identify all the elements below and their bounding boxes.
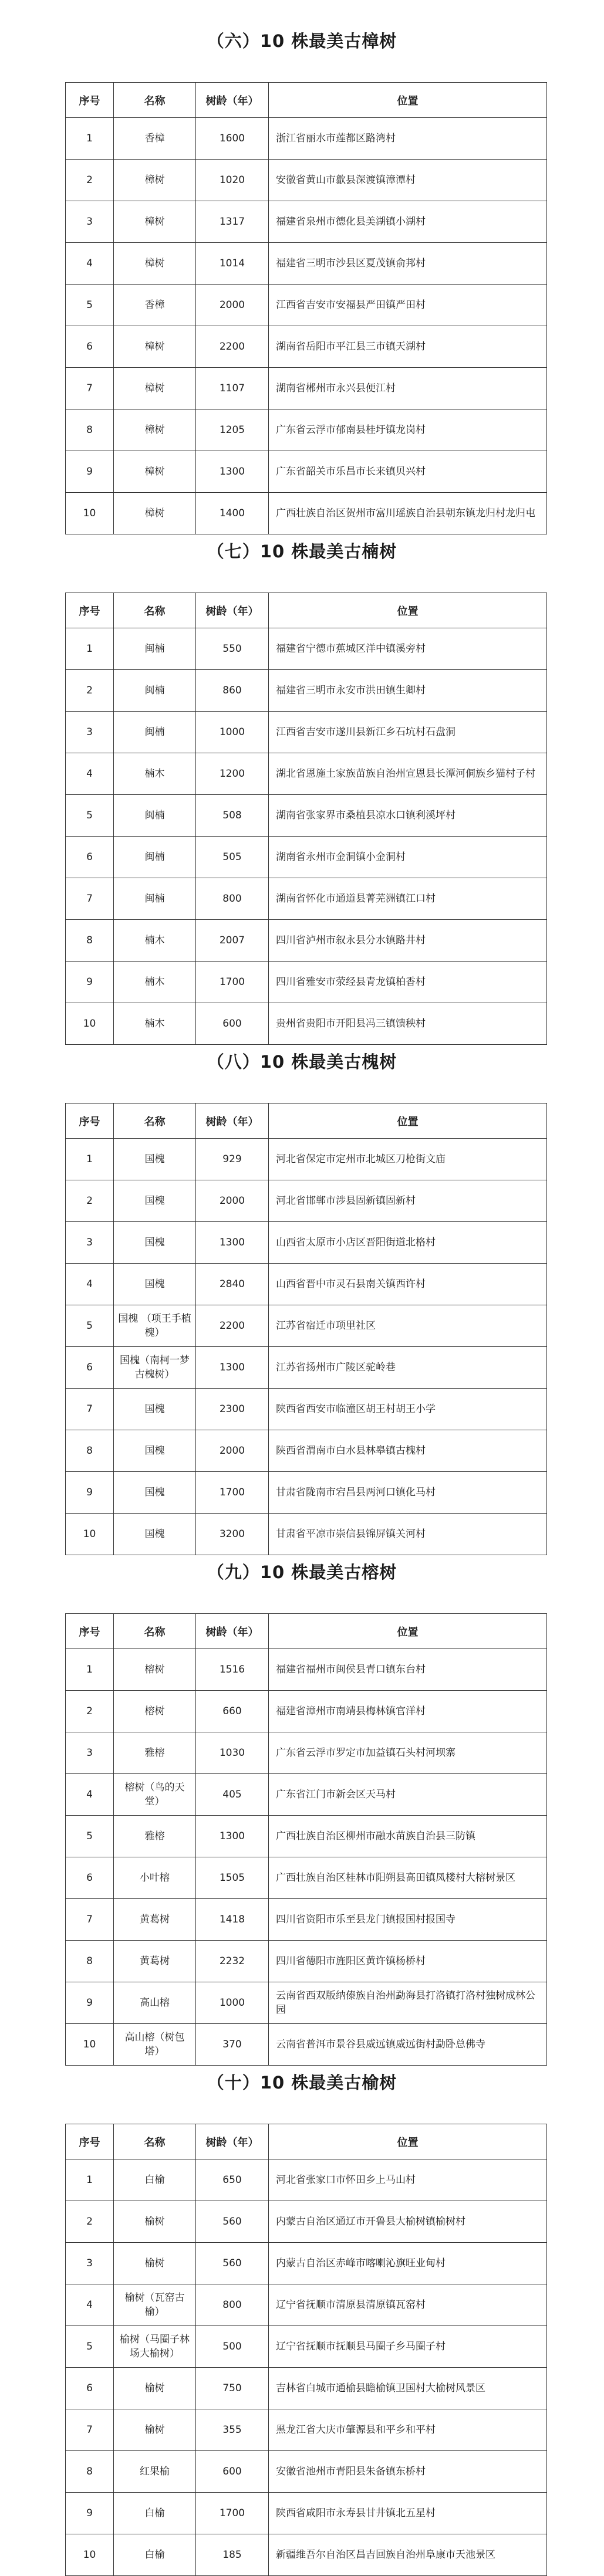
cell-no: 10 — [66, 2024, 114, 2066]
cell-loc: 四川省德阳市旌阳区黄许镇杨桥村 — [269, 1941, 547, 1982]
table-header-row — [66, 2124, 547, 2159]
table-row — [66, 368, 547, 409]
cell-name: 樟树 — [114, 326, 196, 368]
cell-loc: 山西省晋中市灵石县南关镇西许村 — [269, 1264, 547, 1305]
cell-loc: 云南省西双版纳傣族自治州勐海县打洛镇打洛村独树成林公园 — [269, 1982, 547, 2024]
header-location: 位置 — [269, 1103, 547, 1139]
cell-no: 9 — [66, 2493, 114, 2534]
table-row — [66, 285, 547, 326]
cell-name: 国槐 — [114, 1222, 196, 1264]
cell-name: 榕树 — [114, 1691, 196, 1732]
cell-name: 樟树 — [114, 493, 196, 534]
cell-name: 白榆 — [114, 2159, 196, 2201]
table-row — [66, 2368, 547, 2409]
cell-age: 1205 — [196, 409, 269, 451]
table-row — [66, 920, 547, 962]
cell-age: 505 — [196, 837, 269, 878]
cell-loc: 陕西省西安市临潼区胡王村胡王小学 — [269, 1389, 547, 1430]
cell-age: 1700 — [196, 1472, 269, 1514]
cell-name: 国槐 — [114, 1264, 196, 1305]
cell-name: 雅榕 — [114, 1732, 196, 1774]
table-row — [66, 2284, 547, 2326]
table-header-row — [66, 593, 547, 628]
cell-no: 2 — [66, 1691, 114, 1732]
cell-name: 榆树 — [114, 2409, 196, 2451]
cell-loc: 黑龙江省大庆市肇源县和平乡和平村 — [269, 2409, 547, 2451]
tree-table — [65, 82, 547, 534]
cell-age: 1030 — [196, 1732, 269, 1774]
table-row — [66, 1389, 547, 1430]
cell-age: 2300 — [196, 1389, 269, 1430]
cell-age: 560 — [196, 2243, 269, 2284]
table-row — [66, 160, 547, 201]
cell-age: 750 — [196, 2368, 269, 2409]
table-row — [66, 1264, 547, 1305]
cell-name: 国槐（南柯一梦古槐树） — [114, 1347, 196, 1389]
header-number: 序号 — [66, 83, 114, 118]
table-header-row — [66, 1614, 547, 1649]
cell-loc: 江西省吉安市安福县严田镇严田村 — [269, 285, 547, 326]
cell-age: 550 — [196, 628, 269, 670]
table-row — [66, 1003, 547, 1045]
cell-no: 4 — [66, 243, 114, 285]
cell-loc: 广东省江门市新会区天马村 — [269, 1774, 547, 1816]
cell-loc: 四川省雅安市荥经县青龙镇柏香村 — [269, 962, 547, 1003]
cell-no: 6 — [66, 326, 114, 368]
cell-age: 650 — [196, 2159, 269, 2201]
cell-no: 6 — [66, 2368, 114, 2409]
cell-no: 1 — [66, 1649, 114, 1691]
cell-name: 国槐 — [114, 1514, 196, 1555]
cell-name: 闽楠 — [114, 795, 196, 837]
cell-age: 2232 — [196, 1941, 269, 1982]
header-name: 名称 — [114, 83, 196, 118]
cell-loc: 安徽省黄山市歙县深渡镇漳潭村 — [269, 160, 547, 201]
table-row — [66, 2451, 547, 2493]
cell-loc: 广东省云浮市罗定市加益镇石头村河坝寨 — [269, 1732, 547, 1774]
cell-age: 929 — [196, 1139, 269, 1180]
cell-loc: 内蒙古自治区赤峰市喀喇沁旗旺业甸村 — [269, 2243, 547, 2284]
cell-age: 1400 — [196, 493, 269, 534]
tree-table — [65, 1103, 547, 1555]
cell-loc: 福建省三明市永安市洪田镇生卿村 — [269, 670, 547, 712]
cell-name: 榆树 — [114, 2243, 196, 2284]
table-header-row — [66, 1103, 547, 1139]
cell-no: 9 — [66, 962, 114, 1003]
table-row — [66, 1514, 547, 1555]
cell-no: 3 — [66, 2243, 114, 2284]
cell-loc: 湖南省怀化市通道县菁芜洲镇江口村 — [269, 878, 547, 920]
cell-loc: 福建省漳州市南靖县梅林镇官洋村 — [269, 1691, 547, 1732]
cell-no: 3 — [66, 712, 114, 753]
cell-name: 樟树 — [114, 368, 196, 409]
cell-no: 8 — [66, 2451, 114, 2493]
table-row — [66, 1899, 547, 1941]
cell-name: 国槐 — [114, 1430, 196, 1472]
cell-age: 1300 — [196, 1347, 269, 1389]
cell-loc: 辽宁省抚顺市清原县清原镇瓦窑村 — [269, 2284, 547, 2326]
cell-no: 4 — [66, 753, 114, 795]
cell-name: 高山榕 — [114, 1982, 196, 2024]
header-location: 位置 — [269, 1614, 547, 1649]
cell-age: 1014 — [196, 243, 269, 285]
section-title: （九）10 株最美古榕树 — [207, 1562, 397, 1582]
cell-age: 1300 — [196, 1816, 269, 1857]
table-row — [66, 2201, 547, 2243]
cell-no: 10 — [66, 2534, 114, 2576]
cell-loc: 河北省邯郸市涉县固新镇固新村 — [269, 1180, 547, 1222]
cell-age: 600 — [196, 2451, 269, 2493]
cell-name: 国槐 — [114, 1180, 196, 1222]
header-name: 名称 — [114, 1614, 196, 1649]
cell-age: 2000 — [196, 1430, 269, 1472]
table-row — [66, 962, 547, 1003]
cell-age: 500 — [196, 2326, 269, 2368]
cell-name: 楠木 — [114, 753, 196, 795]
cell-loc: 云南省普洱市景谷县威远镇威远街村勐卧总佛寺 — [269, 2024, 547, 2066]
cell-age: 860 — [196, 670, 269, 712]
cell-loc: 广西壮族自治区柳州市融水苗族自治县三防镇 — [269, 1816, 547, 1857]
cell-no: 4 — [66, 1264, 114, 1305]
cell-loc: 浙江省丽水市莲都区路湾村 — [269, 118, 547, 160]
cell-age: 1600 — [196, 118, 269, 160]
header-number: 序号 — [66, 593, 114, 628]
cell-age: 1317 — [196, 201, 269, 243]
cell-no: 10 — [66, 1003, 114, 1045]
cell-loc: 江西省吉安市遂川县新江乡石坑村石盘洞 — [269, 712, 547, 753]
cell-age: 2200 — [196, 326, 269, 368]
table-row — [66, 1430, 547, 1472]
cell-age: 3200 — [196, 1514, 269, 1555]
cell-age: 185 — [196, 2534, 269, 2576]
cell-name: 榆树（瓦窑古榆） — [114, 2284, 196, 2326]
cell-name: 国槐 — [114, 1139, 196, 1180]
cell-no: 3 — [66, 1732, 114, 1774]
cell-age: 560 — [196, 2201, 269, 2243]
cell-loc: 福建省福州市闽侯县青口镇东台村 — [269, 1649, 547, 1691]
table-row — [66, 1774, 547, 1816]
cell-no: 8 — [66, 409, 114, 451]
cell-name: 白榆 — [114, 2534, 196, 2576]
table-row — [66, 753, 547, 795]
cell-loc: 四川省资阳市乐至县龙门镇报国村报国寺 — [269, 1899, 547, 1941]
section-title: （六）10 株最美古樟树 — [207, 31, 397, 51]
header-location: 位置 — [269, 2124, 547, 2159]
cell-no: 5 — [66, 795, 114, 837]
cell-age: 1107 — [196, 368, 269, 409]
section-title: （七）10 株最美古楠树 — [207, 541, 397, 561]
cell-name: 小叶榕 — [114, 1857, 196, 1899]
cell-name: 国槐 — [114, 1389, 196, 1430]
tree-table — [65, 1613, 547, 2066]
header-age: 树龄（年） — [196, 593, 269, 628]
cell-name: 国槐 — [114, 1472, 196, 1514]
cell-age: 1418 — [196, 1899, 269, 1941]
cell-no: 1 — [66, 628, 114, 670]
table-row — [66, 201, 547, 243]
header-name: 名称 — [114, 1103, 196, 1139]
cell-loc: 湖北省恩施土家族苗族自治州宣恩县长潭河侗族乡猫村子村 — [269, 753, 547, 795]
table-row — [66, 1649, 547, 1691]
table-row — [66, 326, 547, 368]
cell-age: 2200 — [196, 1305, 269, 1347]
table-row — [66, 2409, 547, 2451]
table-row — [66, 1982, 547, 2024]
cell-loc: 四川省泸州市叙永县分水镇路井村 — [269, 920, 547, 962]
cell-name: 红果榆 — [114, 2451, 196, 2493]
table-row — [66, 837, 547, 878]
cell-no: 2 — [66, 1180, 114, 1222]
cell-loc: 湖南省郴州市永兴县便江村 — [269, 368, 547, 409]
cell-no: 7 — [66, 1899, 114, 1941]
cell-age: 2000 — [196, 285, 269, 326]
table-row — [66, 628, 547, 670]
cell-name: 闽楠 — [114, 670, 196, 712]
cell-loc: 河北省保定市定州市北城区刀枪街文庙 — [269, 1139, 547, 1180]
header-age: 树龄（年） — [196, 1103, 269, 1139]
cell-age: 600 — [196, 1003, 269, 1045]
cell-age: 1516 — [196, 1649, 269, 1691]
table-row — [66, 243, 547, 285]
cell-name: 闽楠 — [114, 712, 196, 753]
table-row — [66, 1222, 547, 1264]
table-row — [66, 2493, 547, 2534]
cell-no: 6 — [66, 1857, 114, 1899]
cell-name: 香樟 — [114, 118, 196, 160]
cell-age: 1505 — [196, 1857, 269, 1899]
cell-name: 高山榕（树包塔） — [114, 2024, 196, 2066]
cell-name: 楠木 — [114, 920, 196, 962]
table-row — [66, 1941, 547, 1982]
cell-no: 2 — [66, 2201, 114, 2243]
cell-no: 1 — [66, 2159, 114, 2201]
table-row — [66, 1816, 547, 1857]
cell-no: 9 — [66, 1472, 114, 1514]
cell-name: 樟树 — [114, 451, 196, 493]
cell-no: 5 — [66, 2326, 114, 2368]
cell-no: 8 — [66, 920, 114, 962]
header-location: 位置 — [269, 593, 547, 628]
table-row — [66, 118, 547, 160]
cell-age: 800 — [196, 2284, 269, 2326]
cell-name: 国槐 （项王手植槐） — [114, 1305, 196, 1347]
cell-name: 樟树 — [114, 243, 196, 285]
cell-loc: 安徽省池州市青阳县朱备镇东桥村 — [269, 2451, 547, 2493]
cell-no: 1 — [66, 118, 114, 160]
cell-name: 闽楠 — [114, 628, 196, 670]
cell-loc: 内蒙古自治区通辽市开鲁县大榆树镇榆树村 — [269, 2201, 547, 2243]
cell-loc: 甘肃省平凉市崇信县锦屏镇关河村 — [269, 1514, 547, 1555]
cell-loc: 广东省云浮市郁南县桂圩镇龙岗村 — [269, 409, 547, 451]
cell-age: 800 — [196, 878, 269, 920]
cell-name: 榆树（马圈子林场大榆树） — [114, 2326, 196, 2368]
cell-age: 508 — [196, 795, 269, 837]
cell-name: 白榆 — [114, 2493, 196, 2534]
table-row — [66, 1691, 547, 1732]
cell-no: 7 — [66, 2409, 114, 2451]
cell-name: 香樟 — [114, 285, 196, 326]
table-row — [66, 1472, 547, 1514]
cell-loc: 广西壮族自治区桂林市阳朔县高田镇凤楼村大榕树景区 — [269, 1857, 547, 1899]
cell-name: 楠木 — [114, 1003, 196, 1045]
cell-loc: 吉林省白城市通榆县瞻榆镇卫国村大榆树风景区 — [269, 2368, 547, 2409]
table-row — [66, 2024, 547, 2066]
cell-no: 8 — [66, 1941, 114, 1982]
table-row — [66, 2326, 547, 2368]
cell-no: 8 — [66, 1430, 114, 1472]
cell-age: 1300 — [196, 1222, 269, 1264]
cell-loc: 湖南省张家界市桑植县凉水口镇利溪坪村 — [269, 795, 547, 837]
cell-no: 7 — [66, 878, 114, 920]
cell-no: 9 — [66, 1982, 114, 2024]
header-number: 序号 — [66, 2124, 114, 2159]
cell-loc: 湖南省永州市金洞镇小金洞村 — [269, 837, 547, 878]
table-row — [66, 878, 547, 920]
cell-name: 榕树 — [114, 1649, 196, 1691]
header-age: 树龄（年） — [196, 83, 269, 118]
cell-age: 1000 — [196, 712, 269, 753]
cell-age: 1700 — [196, 962, 269, 1003]
table-row — [66, 493, 547, 534]
header-name: 名称 — [114, 593, 196, 628]
table-row — [66, 451, 547, 493]
header-age: 树龄（年） — [196, 1614, 269, 1649]
cell-name: 黄葛树 — [114, 1941, 196, 1982]
table-row — [66, 795, 547, 837]
cell-age: 1000 — [196, 1982, 269, 2024]
cell-age: 1300 — [196, 451, 269, 493]
cell-name: 樟树 — [114, 409, 196, 451]
cell-age: 2007 — [196, 920, 269, 962]
cell-loc: 湖南省岳阳市平江县三市镇天湖村 — [269, 326, 547, 368]
cell-name: 樟树 — [114, 160, 196, 201]
cell-no: 3 — [66, 201, 114, 243]
table-row — [66, 2534, 547, 2576]
cell-loc: 广东省韶关市乐昌市长来镇贝兴村 — [269, 451, 547, 493]
tree-table — [65, 2124, 547, 2576]
cell-no: 9 — [66, 451, 114, 493]
cell-age: 1200 — [196, 753, 269, 795]
table-row — [66, 1857, 547, 1899]
table-header-row — [66, 83, 547, 118]
cell-no: 5 — [66, 285, 114, 326]
cell-loc: 甘肃省陇南市宕昌县两河口镇化马村 — [269, 1472, 547, 1514]
cell-no: 5 — [66, 1816, 114, 1857]
cell-no: 5 — [66, 1305, 114, 1347]
cell-no: 10 — [66, 493, 114, 534]
cell-no: 10 — [66, 1514, 114, 1555]
section-title: （八）10 株最美古槐树 — [207, 1052, 397, 1072]
table-row — [66, 409, 547, 451]
table-row — [66, 1305, 547, 1347]
cell-loc: 福建省泉州市德化县美湖镇小湖村 — [269, 201, 547, 243]
table-row — [66, 670, 547, 712]
header-number: 序号 — [66, 1614, 114, 1649]
cell-loc: 陕西省咸阳市永寿县甘井镇北五星村 — [269, 2493, 547, 2534]
cell-name: 楠木 — [114, 962, 196, 1003]
cell-no: 6 — [66, 837, 114, 878]
cell-loc: 河北省张家口市怀田乡上马山村 — [269, 2159, 547, 2201]
cell-loc: 江苏省扬州市广陵区驼岭巷 — [269, 1347, 547, 1389]
cell-no: 7 — [66, 1389, 114, 1430]
cell-no: 2 — [66, 160, 114, 201]
cell-loc: 广西壮族自治区贺州市富川瑶族自治县朝东镇龙归村龙归屯 — [269, 493, 547, 534]
cell-age: 1700 — [196, 2493, 269, 2534]
cell-loc: 福建省三明市沙县区夏茂镇俞邦村 — [269, 243, 547, 285]
cell-name: 黄葛树 — [114, 1899, 196, 1941]
cell-age: 370 — [196, 2024, 269, 2066]
cell-no: 6 — [66, 1347, 114, 1389]
cell-no: 4 — [66, 2284, 114, 2326]
cell-no: 7 — [66, 368, 114, 409]
cell-loc: 山西省太原市小店区晋阳街道北格村 — [269, 1222, 547, 1264]
cell-name: 闽楠 — [114, 878, 196, 920]
cell-name: 闽楠 — [114, 837, 196, 878]
cell-name: 榆树 — [114, 2368, 196, 2409]
cell-name: 樟树 — [114, 201, 196, 243]
header-name: 名称 — [114, 2124, 196, 2159]
cell-name: 榕树（鸟的天堂） — [114, 1774, 196, 1816]
cell-loc: 陕西省渭南市白水县林皋镇古槐村 — [269, 1430, 547, 1472]
cell-age: 660 — [196, 1691, 269, 1732]
table-row — [66, 1732, 547, 1774]
cell-loc: 辽宁省抚顺市抚顺县马圈子乡马圈子村 — [269, 2326, 547, 2368]
cell-no: 4 — [66, 1774, 114, 1816]
table-row — [66, 2243, 547, 2284]
table-row — [66, 2159, 547, 2201]
cell-age: 405 — [196, 1774, 269, 1816]
cell-age: 2000 — [196, 1180, 269, 1222]
cell-loc: 江苏省宿迁市项里社区 — [269, 1305, 547, 1347]
cell-loc: 新疆维吾尔自治区昌吉回族自治州阜康市天池景区 — [269, 2534, 547, 2576]
cell-no: 1 — [66, 1139, 114, 1180]
tree-table — [65, 593, 547, 1045]
table-row — [66, 1180, 547, 1222]
cell-loc: 福建省宁德市蕉城区洋中镇溪旁村 — [269, 628, 547, 670]
header-age: 树龄（年） — [196, 2124, 269, 2159]
cell-age: 1020 — [196, 160, 269, 201]
table-row — [66, 712, 547, 753]
table-row — [66, 1139, 547, 1180]
cell-loc: 贵州省贵阳市开阳县冯三镇馈秧村 — [269, 1003, 547, 1045]
cell-no: 3 — [66, 1222, 114, 1264]
cell-no: 2 — [66, 670, 114, 712]
cell-age: 355 — [196, 2409, 269, 2451]
table-row — [66, 1347, 547, 1389]
cell-name: 榆树 — [114, 2201, 196, 2243]
cell-name: 雅榕 — [114, 1816, 196, 1857]
section-title: （十）10 株最美古榆树 — [207, 2073, 397, 2093]
header-number: 序号 — [66, 1103, 114, 1139]
cell-age: 2840 — [196, 1264, 269, 1305]
header-location: 位置 — [269, 83, 547, 118]
